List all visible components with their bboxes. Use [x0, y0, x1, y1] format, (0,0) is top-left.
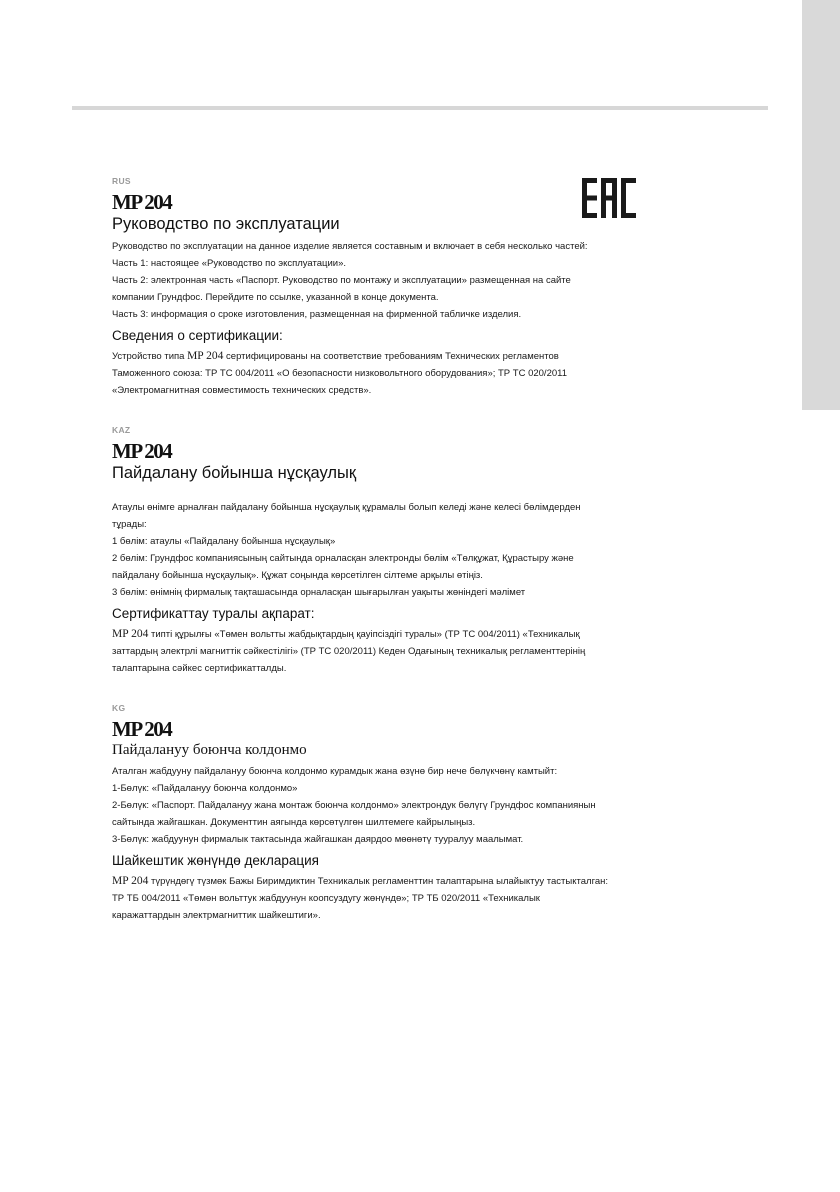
language-code: RUS: [112, 176, 131, 186]
cert-line: талаптарына сәйкес сертификатталды.: [112, 663, 287, 674]
intro-line: Аталган жабдууну пайдалануу боюнча колдонмо курамдык жана өзүнө бир нече бөлүкчөнү камтыйт:: [112, 766, 558, 777]
eac-logo: [582, 176, 636, 220]
intro-line: 2-Бөлүк: «Паспорт. Пайдалануу жана монтаж боюнча колдонмо» электрондук бөлүгү Грундфос компаниянын: [112, 800, 596, 811]
cert-prefix: Устройство типа: [112, 351, 185, 362]
product-ref: MP 204: [187, 350, 224, 362]
intro-line: тұрады:: [112, 519, 147, 530]
section-kg: [112, 703, 732, 924]
intro-line: 3-Бөлүк: жабдуунун фирмалык тактасында жайгашкан даярдоо мөөнөтү тууралуу маалымат.: [112, 834, 524, 845]
intro-line: Часть 1: настоящее «Руководство по эксплуатации».: [112, 258, 347, 269]
intro-line: Атаулы өнімге арналған пайдалану бойынша нұсқаулық құрамалы болып келеді және келесі бөлімдерден: [112, 502, 581, 513]
document-body: [112, 176, 732, 924]
cert-line: ТР ТБ 004/2011 «Төмөн вольттук жабдуунун коопсуздугу жөнүндө»; ТР ТБ 020/2011 «Техникалык: [112, 893, 540, 904]
section-title: Пайдалануу боюнча колдонмо: [112, 742, 307, 758]
intro-line: Часть 2: электронная часть «Паспорт. Руководство по монтажу и эксплуатации» размещенная на сайте: [112, 275, 571, 286]
intro-line: 2 бөлім: Грундфос компаниясының сайтында орналасқан электронды бөлім «Төлқұжат, Құрастыру және: [112, 553, 574, 564]
product-name: MP 204: [112, 190, 172, 214]
cert-line: заттардың электрлі магниттік сәйкестілігі» (ТР ТС 020/2011) Кеден Одағының техникалық регламенттерінің: [112, 646, 586, 657]
intro-line: Часть 3: информация о сроке изготовления, размещенная на фирменной табличке изделия.: [112, 309, 522, 320]
section-title: Руководство по эксплуатации: [112, 215, 340, 233]
top-divider: [72, 106, 768, 110]
product-ref: MP 204: [112, 628, 149, 640]
intro-line: пайдалану бойынша нұсқаулық». Құжат соңында көрсетілген сілтеме арқылы өтіңіз.: [112, 570, 483, 581]
cert-text: типті құрылғы «Төмен вольтты жабдықтардың қауіпсіздігі туралы» (ТР ТС 004/2011) «Техникалық: [150, 629, 580, 640]
cert-line: «Электромагнитная совместимость технических средств».: [112, 385, 372, 396]
cert-line: каражаттардын электрмагниттик шайкештиги».: [112, 910, 321, 921]
section-kaz: [112, 425, 732, 677]
language-code: KAZ: [112, 425, 131, 435]
cert-text: сертифицированы на соответствие требованиям Технических регламентов: [226, 351, 559, 362]
section-rus: [112, 176, 732, 399]
cert-text: түрүндөгү түзмөк Бажы Биримдиктин Техникалык регламенттин талаптарына ылайыктуу тастыкталган:: [150, 876, 608, 887]
cert-heading: Сертификаттау туралы ақпарат:: [112, 606, 315, 621]
intro-line: 1-Бөлүк: «Пайдалануу боюнча колдонмо»: [112, 783, 298, 794]
cert-heading: Шайкештик жөнүндө декларация: [112, 853, 319, 868]
cert-line: Таможенного союза: ТР ТС 004/2011 «О безопасности низковольтного оборудования»; ТР ТС 020/2011: [112, 368, 568, 379]
cert-heading: Сведения о сертификации:: [112, 328, 283, 343]
cert-line: [112, 873, 732, 890]
cert-line: [112, 626, 732, 643]
intro-line: 1 бөлім: атаулы «Пайдалану бойынша нұсқаулық»: [112, 536, 336, 547]
intro-line: 3 бөлім: өнімнің фирмалық тақташасында орналасқан шығарылған уақыты жөніндегі мәлімет: [112, 587, 526, 598]
product-name: MP 204: [112, 439, 172, 463]
product-name: MP 204: [112, 717, 172, 741]
intro-line: Руководство по эксплуатации на данное изделие является составным и включает в себя несколько частей:: [112, 241, 588, 252]
language-code: KG: [112, 703, 126, 713]
section-title: Пайдалану бойынша нұсқаулық: [112, 464, 357, 482]
intro-line: компании Грундфос. Перейдите по ссылке, указанной в конце документа.: [112, 292, 439, 303]
intro-line: сайтында жайгашкан. Документтин аягында көрсөтүлгөн шилтемеге кайрылыңыз.: [112, 817, 476, 828]
cert-line: [112, 348, 732, 365]
product-ref: MP 204: [112, 875, 149, 887]
side-tab-marker: [802, 0, 840, 410]
